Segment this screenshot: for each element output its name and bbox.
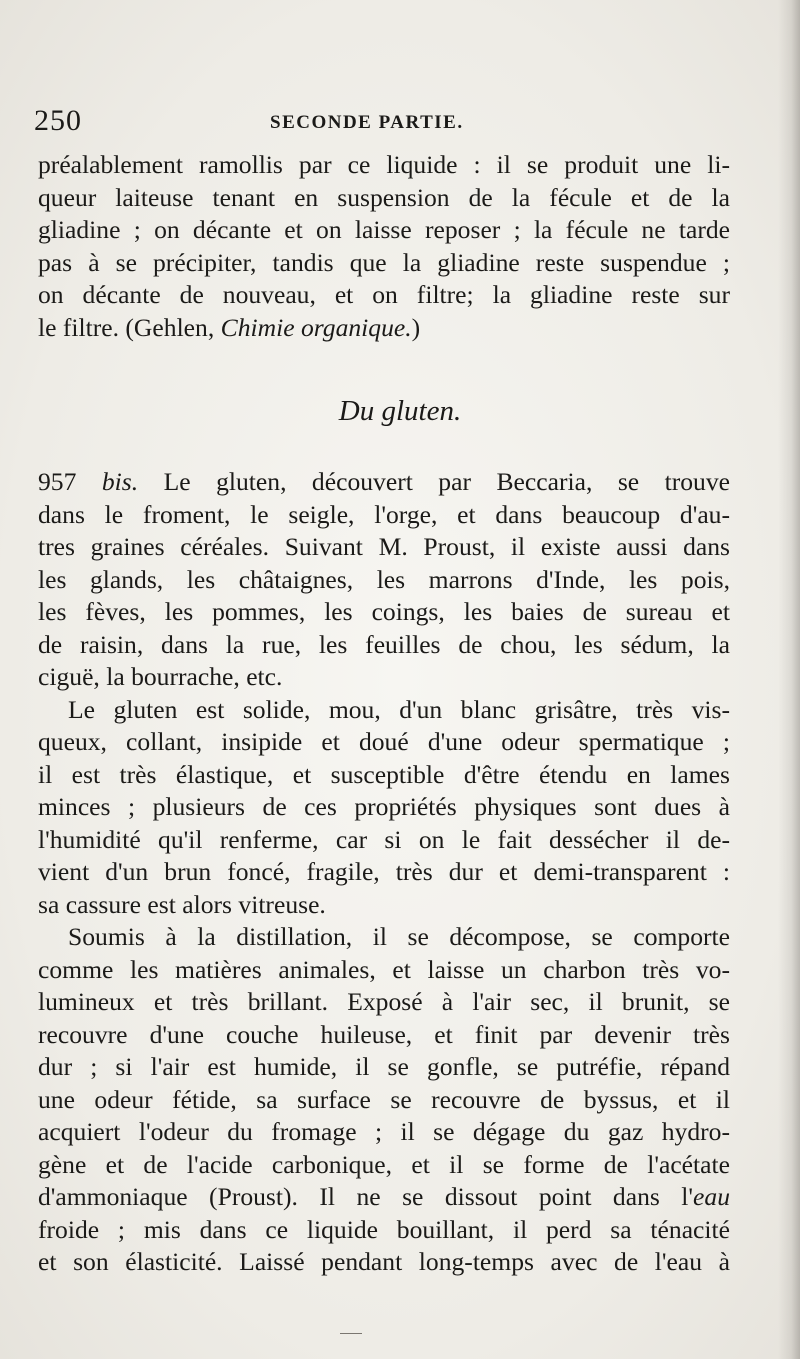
text-line: acquiert l'odeur du fromage ; il se dégage du gaz hydro- <box>38 1117 730 1146</box>
page-edge-shadow <box>778 0 800 1359</box>
eau-line-lead: d'ammoniaque (Proust). Il ne se dissout point dans l' <box>38 1182 694 1211</box>
eau-word: eau <box>693 1182 730 1211</box>
page-header <box>34 104 734 144</box>
page-number: 250 <box>34 104 82 137</box>
text-line: l'humidité qu'il renferme, car si on le fait dessécher il de- <box>38 824 730 854</box>
text-line: tres graines céréales. Suivant M. Proust, il existe aussi dans <box>38 532 730 561</box>
text-line: pas à se précipiter, tandis que la gliadine reste suspendue ; <box>38 247 730 277</box>
text-line: sa cassure est alors vitreuse. <box>38 889 326 919</box>
bottom-mark <box>340 1333 362 1334</box>
text-line: recouvre d'une couche huileuse, et finit par devenir très <box>38 1019 730 1049</box>
text-line: il est très élastique, et susceptible d'être étendu en lames <box>38 759 730 789</box>
text-line-paragraph-start: Le gluten est solide, mou, d'un blanc grisâtre, très vis- <box>68 694 730 724</box>
text-line: de raisin, dans la rue, les feuilles de chou, les sédum, la <box>38 629 730 659</box>
citation-close: ) <box>411 312 421 342</box>
article-number: 957 <box>38 467 102 496</box>
citation-work-title: Chimie organique. <box>220 312 412 342</box>
text-line: lumineux et très brillant. Exposé à l'air sec, il brunit, se <box>38 987 730 1016</box>
section-body <box>38 466 730 1279</box>
text-line: gène et de l'acide carbonique, et il se forme de l'acétate <box>38 1149 730 1179</box>
text-line-article-start <box>38 466 730 499</box>
text-line: et son élasticité. Laissé pendant long-temps avec de l'eau à <box>38 1247 730 1276</box>
text-line: queux, collant, insipide et doué d'une odeur spermatique ; <box>38 727 730 756</box>
text-line: les glands, les châtaignes, les marrons d'Inde, les pois, <box>38 564 730 594</box>
text-line: préalablement ramollis par ce liquide : il se produit une li- <box>38 150 730 179</box>
running-head: SECONDE PARTIE. <box>270 112 464 133</box>
text-line: dur ; si l'air est humide, il se gonfle, se putréfie, répand <box>38 1052 730 1081</box>
text-line: comme les matières animales, et laisse un charbon très vo- <box>38 954 730 984</box>
section-heading: Du gluten. <box>338 395 462 427</box>
text-line: minces ; plusieurs de ces propriétés physiques sont dues à <box>38 792 730 821</box>
article-first-line: Le gluten, découvert par Beccaria, se trouve <box>138 467 731 496</box>
text-line: une odeur fétide, sa surface se recouvre de byssus, et il <box>38 1084 730 1114</box>
text-line: les fèves, les pommes, les coings, les baies de sureau et <box>38 597 730 626</box>
paragraph-gliadine-separation <box>38 149 730 344</box>
text-line-citation <box>38 312 730 345</box>
text-line: froide ; mis dans ce liquide bouillant, il perd sa ténacité <box>38 1214 730 1244</box>
text-line: on décante de nouveau, et on filtre; la gliadine reste sur <box>38 280 730 309</box>
text-line: gliadine ; on décante et on laisse reposer ; la fécule ne tarde <box>38 215 730 244</box>
text-line-eau <box>38 1181 730 1214</box>
article-number-suffix: bis. <box>101 467 139 496</box>
text-line: ciguë, la bourrache, etc. <box>38 662 283 691</box>
text-line: vient d'un brun foncé, fragile, très dur et demi-transparent : <box>38 857 730 886</box>
text-line: queur laiteuse tenant en suspension de la fécule et de la <box>38 182 730 212</box>
text-line: dans le froment, le seigle, l'orge, et dans beaucoup d'au- <box>38 499 730 529</box>
citation-lead: le filtre. (Gehlen, <box>38 312 221 342</box>
text-line-paragraph-start: Soumis à la distillation, il se décompose, se comporte <box>68 922 730 951</box>
